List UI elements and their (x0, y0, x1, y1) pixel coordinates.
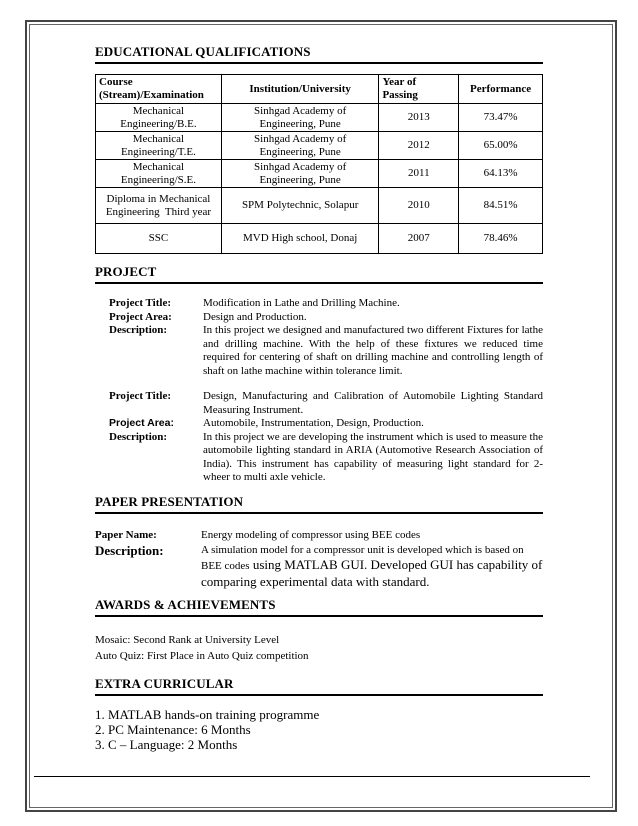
cell-year: 2007 (379, 224, 459, 254)
list-item: 2. PC Maintenance: 6 Months (95, 722, 251, 737)
paper-heading: PAPER PRESENTATION (95, 494, 543, 514)
list-item: Mosaic: Second Rank at University Level (95, 634, 280, 646)
col-header-year: Year of Passing (379, 75, 459, 104)
project-block-1 (109, 297, 543, 378)
project-block-2 (109, 390, 543, 485)
cell-year: 2011 (379, 160, 459, 188)
cell-year: 2012 (379, 132, 459, 160)
paper-block (95, 528, 543, 590)
awards-heading: AWARDS & ACHIEVEMENTS (95, 597, 543, 617)
table-row (96, 188, 543, 224)
project-heading: PROJECT (95, 264, 543, 284)
list-item: 3. C – Language: 2 Months (95, 737, 238, 752)
cell-course: Diploma in Mechanical Engineering Third year (96, 188, 222, 224)
project-area: Design and Production. (203, 310, 307, 323)
cell-performance: 73.47% (459, 104, 543, 132)
table-row (96, 132, 543, 160)
extra-curricular-heading: EXTRA CURRICULAR (95, 676, 543, 696)
cell-year: 2013 (379, 104, 459, 132)
cell-performance: 64.13% (459, 160, 543, 188)
cell-course: Mechanical Engineering/S.E. (96, 160, 222, 188)
education-table-header (96, 75, 543, 104)
extra-curricular-list (95, 707, 319, 752)
project-description: In this project we are developing the instrument which is used to measure the automobile lighting standard in ARIA (Automotive Research Association of India). This instrument has capability of measuring light standard for 2-wheer to multi axle vehicle. (203, 430, 543, 483)
footer-divider (34, 776, 590, 777)
cell-course: Mechanical Engineering/T.E. (96, 132, 222, 160)
col-header-performance: Performance (459, 75, 543, 104)
project-title-label: Project Title: (109, 297, 172, 309)
cell-year: 2010 (379, 188, 459, 224)
cell-institution: Sinhgad Academy of Engineering, Pune (221, 160, 379, 188)
list-item: Auto Quiz: First Place in Auto Quiz competition (95, 650, 309, 662)
table-row (96, 224, 543, 254)
education-table (95, 74, 543, 254)
cell-performance: 84.51% (459, 188, 543, 224)
cell-performance: 78.46% (459, 224, 543, 254)
cell-institution: SPM Polytechnic, Solapur (221, 188, 379, 224)
project-area-label: Project Area: (109, 310, 172, 323)
project-title: Modification in Lathe and Drilling Machine. (203, 297, 400, 309)
cell-institution: Sinhgad Academy of Engineering, Pune (221, 104, 379, 132)
project-description: In this project we designed and manufactured two different Fixtures for lathe and drilling machine. With the help of these fixtures we reduced time required for centering of shaft on drilling machine and controlling length of shaft on lathe machine within tolerance limit. (203, 324, 543, 377)
project-area: Automobile, Instrumentation, Design, Production. (203, 417, 424, 429)
col-header-institution: Institution/University (221, 75, 379, 104)
table-row (96, 104, 543, 132)
cell-institution: Sinhgad Academy of Engineering, Pune (221, 132, 379, 160)
awards-list (95, 632, 309, 664)
project-description-label: Description: (109, 324, 168, 336)
cell-institution: MVD High school, Donaj (221, 224, 379, 254)
cell-course: SSC (96, 224, 222, 254)
project-area-label: Project Area: (109, 417, 174, 429)
paper-name: Energy modeling of compressor using BEE codes (201, 529, 421, 541)
cell-course: Mechanical Engineering/B.E. (96, 104, 222, 132)
project-description-label: Description: (109, 430, 168, 443)
paper-description: A simulation model for a compressor unit is developed which is based on BEE codes using MATLAB GUI. Developed GUI has capability of comparing experimental data with standard. (201, 544, 543, 589)
project-title: Design, Manufacturing and Calibration of Automobile Lighting Standard Measuring Instrument. (203, 390, 543, 416)
education-heading: EDUCATIONAL QUALIFICATIONS (95, 44, 543, 64)
paper-description-label: Description: (95, 543, 164, 558)
list-item: 1. MATLAB hands-on training programme (95, 707, 320, 722)
project-title-label: Project Title: (109, 390, 172, 402)
paper-name-label: Paper Name: (95, 529, 157, 541)
col-header-course: Course (Stream)/Examination (96, 75, 222, 104)
table-row (96, 160, 543, 188)
cell-performance: 65.00% (459, 132, 543, 160)
